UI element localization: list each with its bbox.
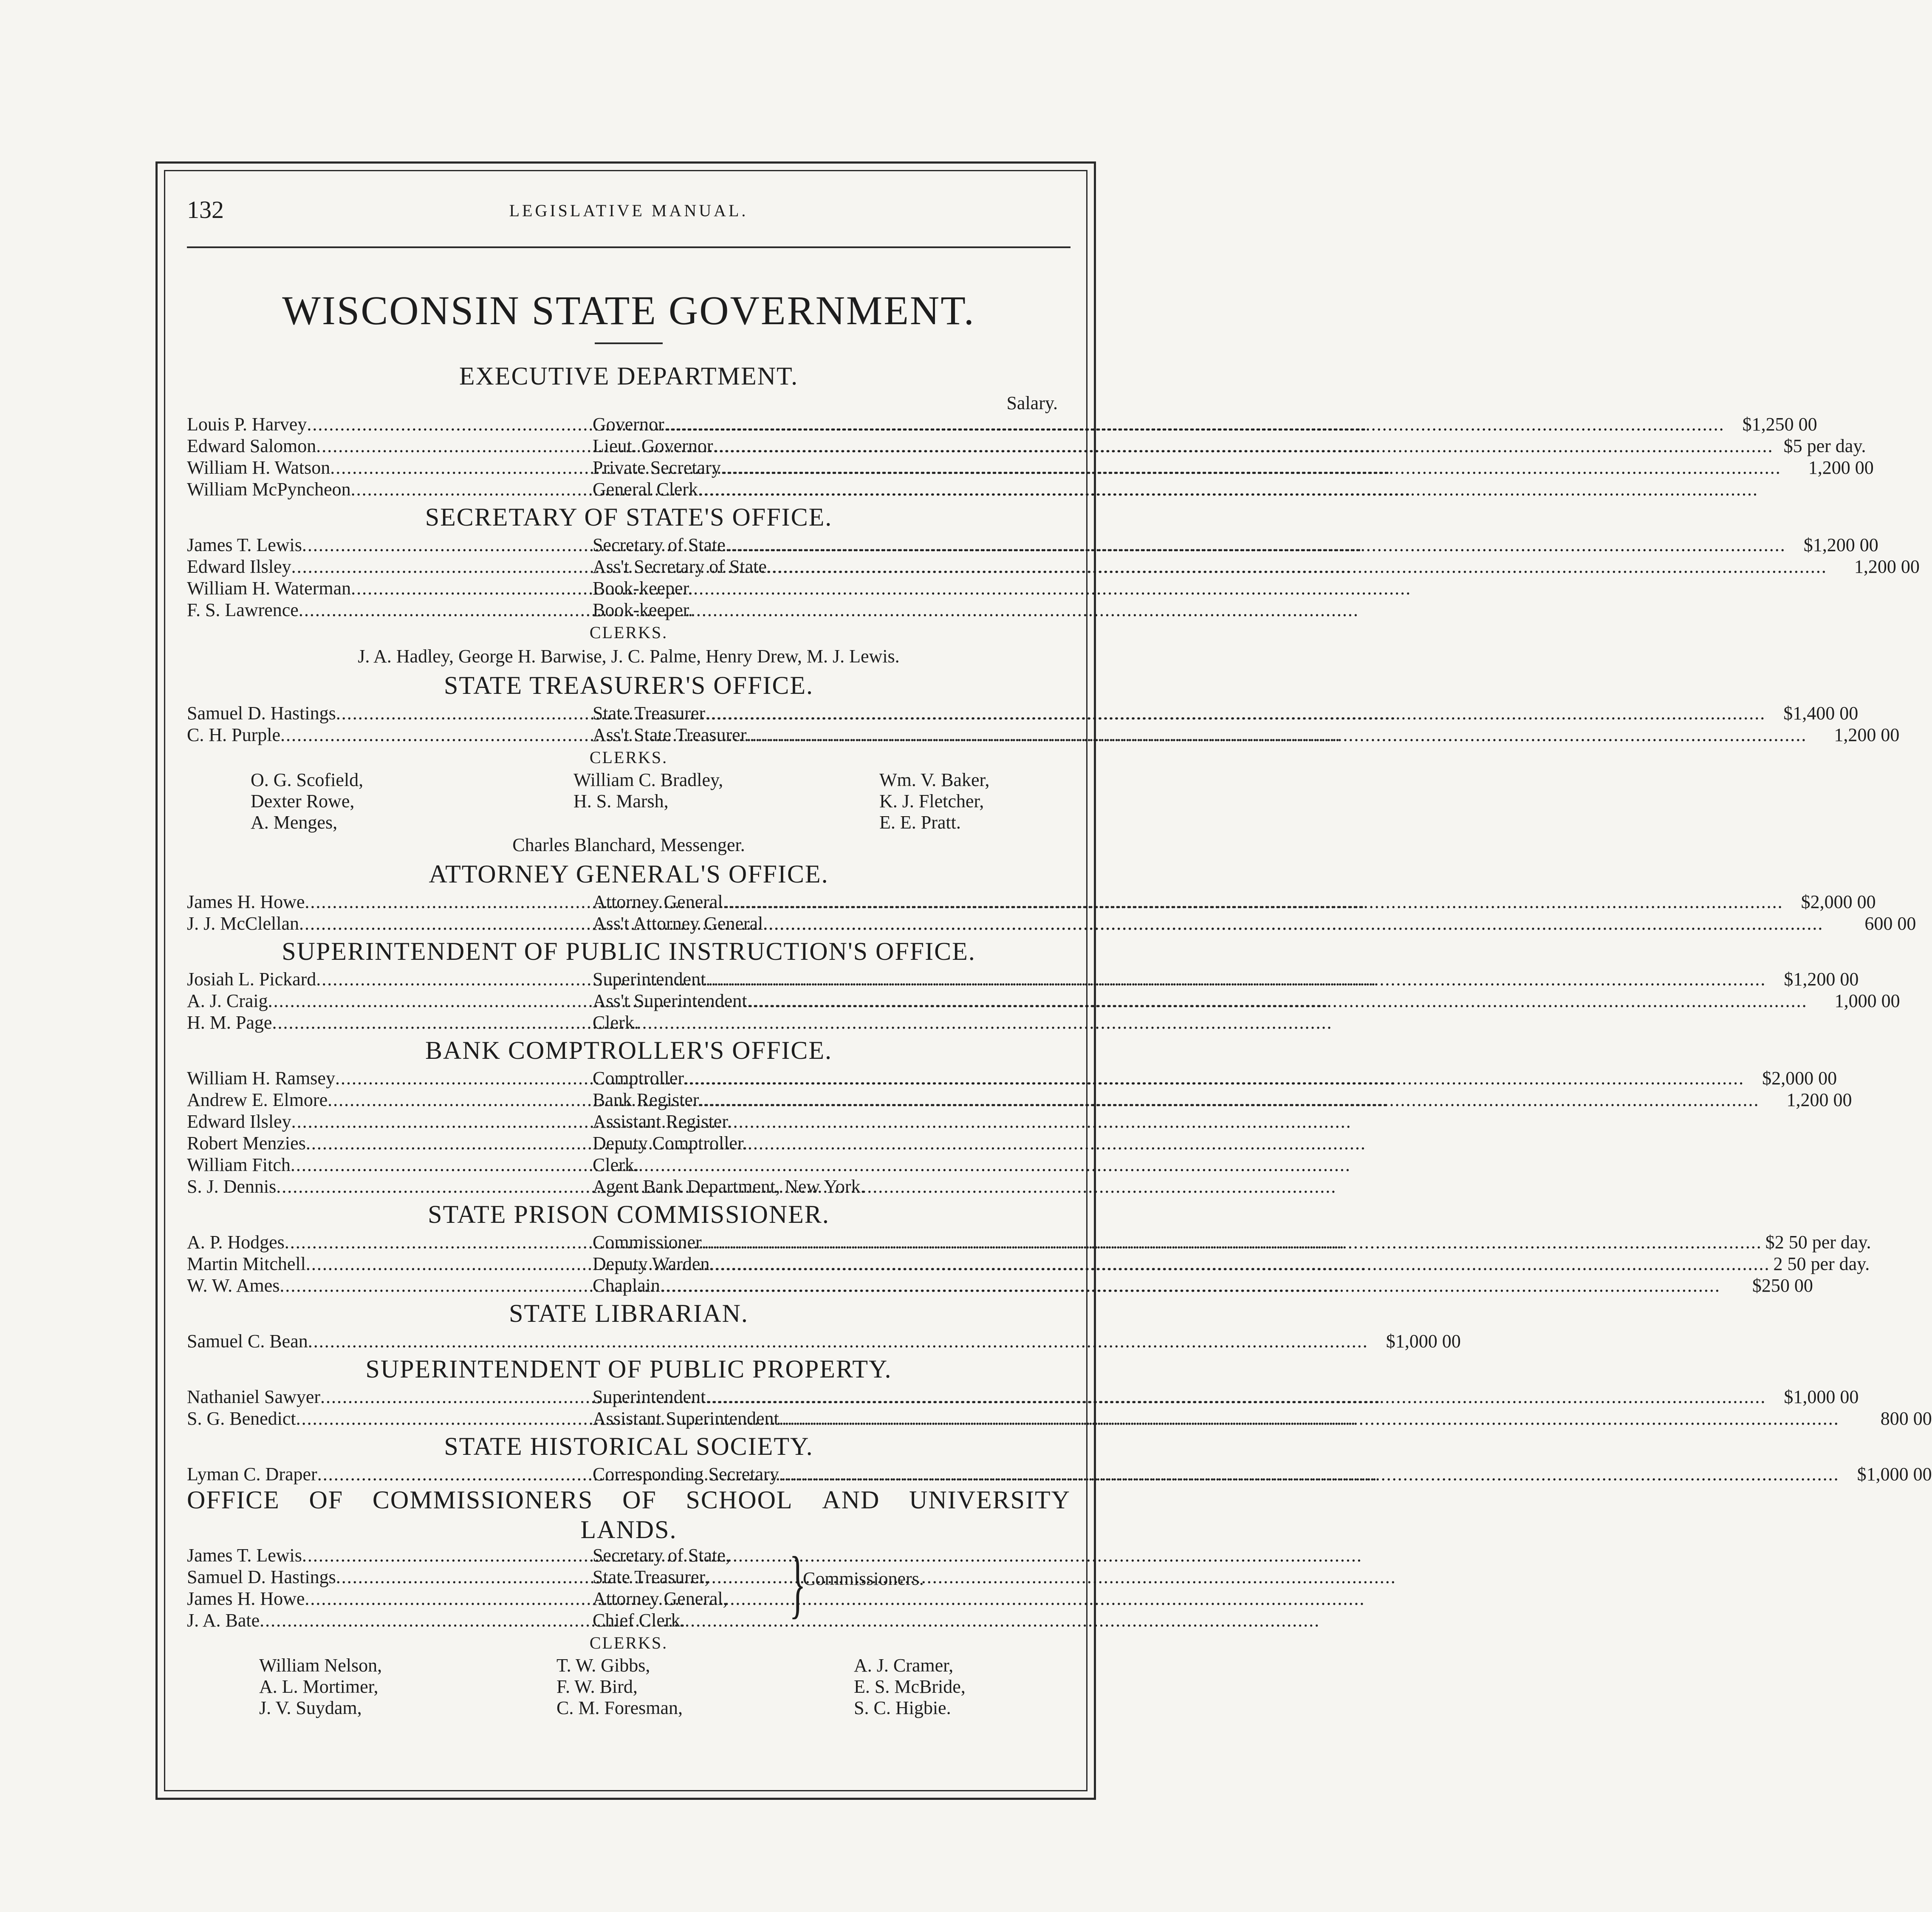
leader-dots (779, 1463, 1839, 1485)
leader-dots (746, 724, 1807, 746)
clerks-grid (187, 1655, 1071, 1719)
title-word: AND (822, 1486, 880, 1514)
table-row (187, 1089, 1852, 1111)
section-title-secretary: SECRETARY OF STATE'S OFFICE. (425, 503, 833, 531)
clerk-name: E. S. McBride, (854, 1676, 966, 1697)
officer-title: Clerk. (593, 1154, 639, 1175)
section-title-treasurer: STATE TREASURER'S OFFICE. (443, 671, 814, 699)
leader-dots (660, 1275, 1720, 1296)
table-row (187, 478, 1071, 500)
table-row (187, 534, 1878, 556)
section-title-executive: EXECUTIVE DEPARTMENT. (459, 362, 799, 390)
officer-name: William H. Watson (187, 457, 330, 478)
officer-title: Governor (593, 414, 664, 435)
leader-dots (664, 413, 1725, 435)
lands-rows (187, 1541, 1071, 1631)
table-row (187, 702, 1859, 724)
table-row (187, 1330, 1461, 1352)
secretary-rows (187, 534, 1920, 621)
officer-title: Book-keeper. (593, 578, 693, 599)
main-title: WISCONSIN STATE GOVERNMENT. (282, 288, 975, 333)
officer-name: Edward Salomon (187, 436, 316, 456)
officer-salary: 1,200 00 (1834, 724, 1900, 745)
officer-salary: 1,200 00 (1854, 556, 1920, 577)
title-word: OF (309, 1486, 344, 1514)
officer-name: C. H. Purple (187, 724, 280, 745)
clerks-label: CLERKS. (589, 748, 668, 767)
officer-salary: $1,250 00 (1742, 414, 1817, 435)
officer-name: Edward Ilsley (187, 556, 291, 577)
table-row (187, 413, 1817, 435)
officer-name: A. J. Craig (187, 990, 268, 1011)
officer-salary: $250 00 (1752, 1275, 1813, 1296)
leader-dots (747, 990, 1808, 1012)
officer-title: State Treasurer (593, 703, 706, 724)
officer-name: J. A. Bate (187, 1610, 260, 1631)
officer-title: Attorney General, (593, 1588, 728, 1609)
table-row (187, 1544, 1071, 1566)
officer-name: A. P. Hodges (187, 1232, 285, 1253)
leader-dots (706, 968, 1766, 990)
section-title-attorney: ATTORNEY GENERAL'S OFFICE. (429, 860, 829, 888)
running-head: LEGISLATIVE MANUAL. (509, 201, 749, 220)
officer-salary: 2 50 per day. (1773, 1253, 1870, 1274)
officer-title: Chief Clerk. (593, 1610, 685, 1631)
officer-name: Samuel C. Bean (187, 1331, 308, 1352)
officer-title: Comptroller (593, 1068, 684, 1089)
officer-title: Assistant Register. (593, 1111, 732, 1132)
table-row (187, 1463, 1932, 1485)
table-row (187, 457, 1874, 478)
officer-salary: $1,400 00 (1783, 703, 1859, 724)
messenger-line: Charles Blanchard, Messenger. (512, 834, 745, 855)
salary-column-header: Salary. (1006, 393, 1058, 413)
officer-salary: 1,000 00 (1834, 990, 1900, 1011)
officer-title: State Treasurer, (593, 1567, 709, 1587)
officer-name: S. J. Dennis (187, 1176, 277, 1197)
officer-name: Martin Mitchell (187, 1253, 306, 1274)
officer-name: Samuel D. Hastings (187, 1567, 336, 1587)
section-title-property: SUPERINTENDENT OF PUBLIC PROPERTY. (365, 1355, 892, 1383)
leader-dots (726, 534, 1786, 556)
officer-title: Private Secretary (593, 457, 721, 478)
section-title-lands (187, 1485, 1071, 1544)
commissioners-label: Commissioners. (803, 1568, 924, 1589)
officer-title: Lieut. Governor (593, 436, 713, 456)
clerk-name: A. J. Cramer, (854, 1655, 954, 1676)
table-row (187, 990, 1900, 1012)
table-row (187, 556, 1920, 577)
table-row (187, 1408, 1932, 1429)
table-row (187, 1566, 1071, 1588)
clerks-label: CLERKS. (589, 1633, 668, 1652)
brace-glyph: } (789, 1541, 806, 1626)
officer-name: J. J. McClellan (187, 913, 299, 934)
officer-name: Louis P. Harvey (187, 414, 307, 435)
clerk-name: J. V. Suydam, (259, 1697, 362, 1718)
leader-dots (713, 435, 1773, 457)
officer-title: Ass't Attorney General (593, 913, 763, 934)
section-title-prison: STATE PRISON COMMISSIONER. (428, 1200, 830, 1228)
officer-salary: $1,000 00 (1784, 1386, 1859, 1407)
officer-salary: $5 per day. (1783, 436, 1866, 456)
officer-salary: $1,200 00 (1803, 535, 1878, 555)
officer-name: W. W. Ames (187, 1275, 280, 1296)
officer-title: Superintendent (593, 1386, 706, 1407)
table-row (187, 435, 1866, 457)
section-title-historical: STATE HISTORICAL SOCIETY. (444, 1432, 813, 1460)
title-word: OFFICE (187, 1486, 280, 1514)
page-number: 132 (187, 196, 224, 223)
officer-name: William H. Ramsey (187, 1068, 335, 1089)
officer-title: Corresponding Secretary (593, 1464, 779, 1485)
table-row (187, 724, 1900, 746)
officer-name: Nathaniel Sawyer (187, 1386, 320, 1407)
clerk-name: William Nelson, (259, 1655, 382, 1676)
officer-title: Deputy Warden (593, 1253, 710, 1274)
officer-title: General Clerk (593, 479, 698, 500)
officer-title: Agent Bank Department, New York. (593, 1176, 865, 1197)
clerk-name: A. L. Mortimer, (259, 1676, 378, 1697)
leader-dots (698, 478, 1758, 500)
officer-title: Commissioner (593, 1232, 702, 1253)
table-row (187, 1253, 1870, 1275)
officer-name: Andrew E. Elmore (187, 1089, 328, 1110)
clerk-name: Dexter Rowe, (251, 791, 355, 812)
leader-dots (779, 1408, 1839, 1429)
officer-salary: $1,000 00 (1857, 1464, 1932, 1485)
table-row (187, 1275, 1813, 1296)
officer-salary: $2,000 00 (1801, 891, 1876, 912)
leader-dots (684, 1067, 1744, 1089)
page-content (187, 170, 1932, 1719)
leader-dots (308, 1330, 1368, 1352)
header-rule (187, 246, 1071, 248)
officer-name: William McPyncheon (187, 479, 351, 500)
treasurer-rows (187, 702, 1900, 746)
officer-name: Robert Menzies (187, 1133, 306, 1154)
clerks-label: CLERKS. (589, 623, 668, 642)
officer-salary: $1,200 00 (1784, 969, 1859, 990)
officer-title: Deputy Comptroller. (593, 1133, 748, 1154)
officer-title: Secretary of State, (593, 1545, 730, 1566)
clerk-name: K. J. Fletcher, (879, 791, 984, 812)
table-row (187, 1067, 1837, 1089)
table-row (187, 1012, 1071, 1033)
clerk-name: A. Menges, (251, 812, 338, 833)
clerks-grid (187, 769, 1071, 833)
lands-title-line2: LANDS. (580, 1516, 677, 1544)
lands-title-line1 (187, 1485, 1071, 1515)
officer-title: Bank Register (593, 1089, 699, 1110)
clerk-name: Wm. V. Baker, (879, 769, 990, 790)
leader-dots (705, 702, 1765, 724)
officer-name: James H. Howe (187, 891, 305, 912)
executive-rows (187, 413, 1874, 500)
clerk-name: H. S. Marsh, (573, 791, 669, 812)
public-instruction-rows (187, 968, 1900, 1033)
clerk-name: T. W. Gibbs, (556, 1655, 650, 1676)
leader-dots (709, 1253, 1770, 1275)
officer-salary: 1,200 00 (1786, 1089, 1852, 1110)
officer-name: Josiah L. Pickard (187, 969, 316, 990)
section-title-bank: BANK COMPTROLLER'S OFFICE. (425, 1036, 832, 1064)
table-row (187, 1231, 1871, 1253)
officer-title: Superintendent (593, 969, 706, 990)
table-row (187, 1386, 1859, 1408)
table-row (187, 1111, 1071, 1132)
table-row (187, 968, 1859, 990)
officer-title: Clerk. (593, 1012, 639, 1033)
officer-title: Secretary of State (593, 535, 726, 555)
officer-title: Ass't Secretary of State (593, 556, 767, 577)
section-title-librarian: STATE LIBRARIAN. (509, 1299, 749, 1327)
officer-salary: $1,000 00 (1386, 1331, 1461, 1352)
title-word: OF (622, 1486, 657, 1514)
title-word: UNIVERSITY (909, 1486, 1071, 1514)
officer-title: Ass't Superintendent (593, 990, 747, 1011)
officer-salary: 800 00 (1880, 1408, 1932, 1429)
officer-name: Edward Ilsley (187, 1111, 291, 1132)
officer-name: James T. Lewis (187, 535, 302, 555)
table-row (187, 913, 1916, 934)
leader-dots (767, 556, 1827, 577)
table-row (187, 1154, 1071, 1176)
officer-title: Attorney General (593, 891, 723, 912)
officer-name: James T. Lewis (187, 1545, 302, 1566)
leader-dots (763, 913, 1823, 934)
clerk-name: O. G. Scofield, (251, 769, 364, 790)
clerk-name: S. C. Higbie. (854, 1697, 951, 1718)
officer-name: Lyman C. Draper (187, 1464, 317, 1485)
clerks-list: J. A. Hadley, George H. Barwise, J. C. Palme, Henry Drew, M. J. Lewis. (358, 646, 900, 667)
officer-name: Samuel D. Hastings (187, 703, 336, 724)
clerk-name (573, 812, 879, 833)
officer-title: Ass't State Treasurer (593, 724, 747, 745)
table-row (187, 1588, 1071, 1609)
title-word: SCHOOL (686, 1486, 793, 1514)
bank-rows (187, 1067, 1852, 1197)
clerk-name: E. E. Pratt. (879, 812, 961, 833)
leader-dots (721, 457, 1781, 478)
officer-salary: $2 50 per day. (1765, 1232, 1871, 1253)
leader-dots (723, 891, 1783, 913)
clerk-name: C. M. Foresman, (556, 1697, 683, 1718)
officer-salary: $2,000 00 (1762, 1068, 1837, 1089)
prison-rows (187, 1231, 1871, 1296)
clerk-name: F. W. Bird, (556, 1676, 638, 1697)
table-row (187, 1132, 1071, 1154)
property-rows (187, 1386, 1932, 1429)
title-divider (595, 342, 663, 344)
officer-salary: 600 00 (1864, 913, 1916, 934)
clerk-name: William C. Bradley, (573, 769, 723, 790)
officer-title: Assistant Superintendent (593, 1408, 779, 1429)
officer-name: William Fitch (187, 1154, 291, 1175)
officer-name: H. M. Page (187, 1012, 272, 1033)
leader-dots (706, 1386, 1766, 1408)
table-row (187, 599, 1071, 621)
officer-title: Book-keeper. (593, 600, 693, 620)
officer-salary: 1,200 00 (1808, 457, 1874, 478)
officer-name: F. S. Lawrence (187, 600, 299, 620)
leader-dots (702, 1231, 1762, 1253)
table-row (187, 1609, 1071, 1631)
page-header (187, 170, 1071, 242)
table-row (187, 891, 1876, 913)
leader-dots (699, 1089, 1760, 1111)
attorney-rows (187, 891, 1916, 934)
officer-name: James H. Howe (187, 1588, 305, 1609)
table-row (187, 577, 1071, 599)
officer-name: William H. Waterman (187, 578, 351, 599)
officer-title: Chaplain (593, 1275, 660, 1296)
table-row (187, 1176, 1071, 1197)
title-word: COMMISSIONERS (372, 1486, 593, 1514)
section-title-public-instruction: SUPERINTENDENT OF PUBLIC INSTRUCTION'S OFFICE. (282, 937, 976, 965)
officer-name: S. G. Benedict (187, 1408, 296, 1429)
